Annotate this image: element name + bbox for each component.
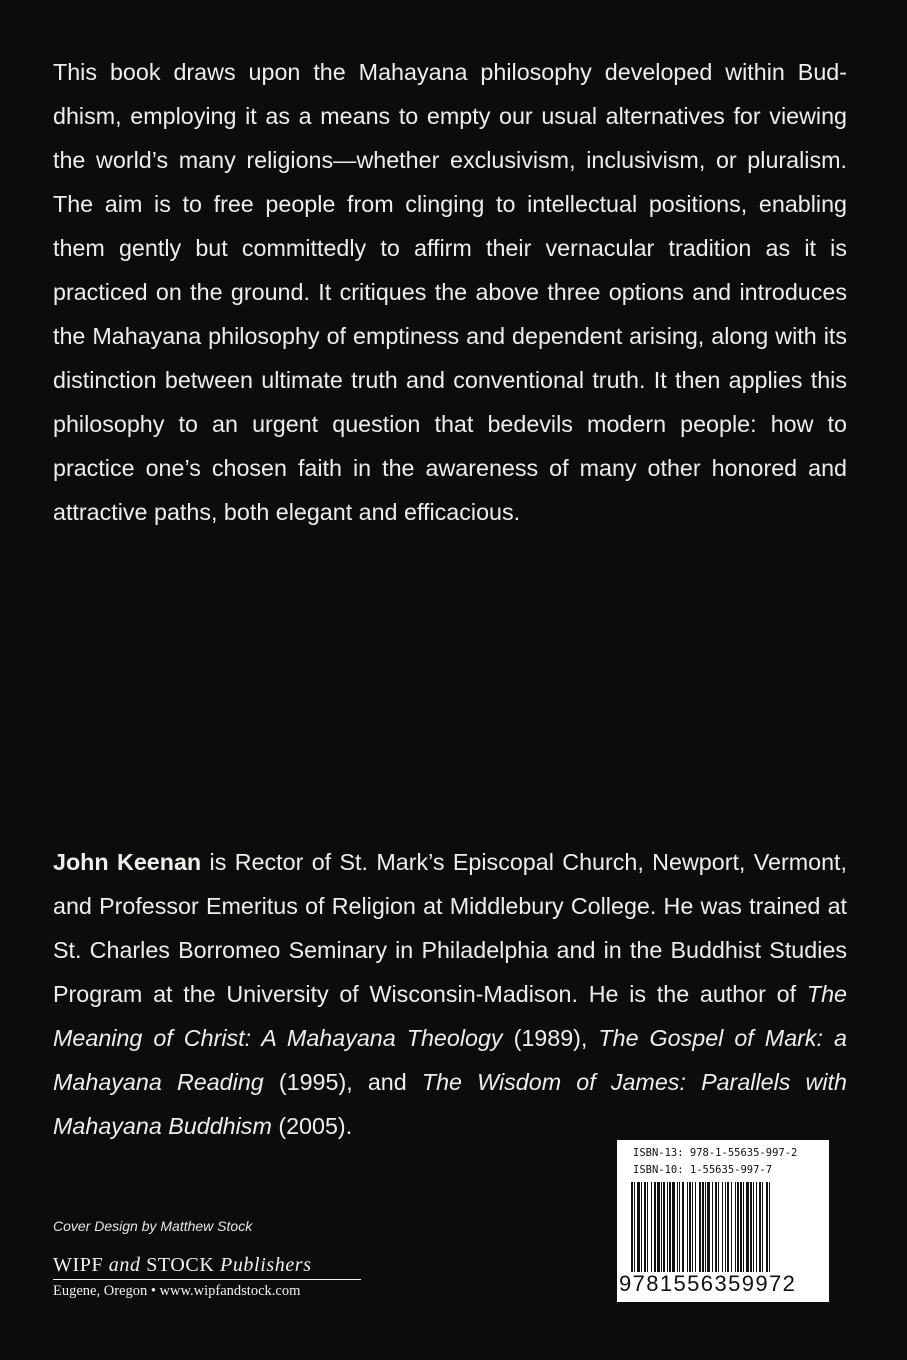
barcode-bar [756,1182,757,1272]
barcode-bar [762,1182,763,1272]
book-title-3: The Wisdom of James: Parallels with Mahayana Buddhism [53,1069,847,1139]
bio-text-4: (2005). [271,1113,353,1139]
publisher-name [53,1252,361,1280]
barcode-bar [651,1182,652,1272]
barcode-bar [641,1182,642,1272]
barcode-bar [746,1182,749,1272]
barcode-bar [647,1182,648,1272]
publisher-block [53,1252,361,1302]
author-bio [53,840,847,1148]
isbn-barcode [617,1140,829,1302]
barcode-bar [663,1182,665,1272]
isbn-10-label: ISBN-10: 1-55635-997-7 [633,1164,773,1176]
barcode-bar [769,1182,770,1272]
publisher-name-and: and [108,1254,141,1276]
bio-text-1: is Rector of St. Mark’s Episcopal Church, Newport, Vermont, and Professor Emeritus of Religion at Middlebury College. He was trained at St. Charles Borromeo Seminary in Philadelphia and in the Buddhist Studies Program at the University of Wisconsin-Madison. He is the author of [53,849,847,1007]
book-blurb: This book draws upon the Mahayana philosophy developed within Buddhism, employing it as a means to empty our usual alternatives for viewing the world’s many religions—whether exclusivism, inclusivism, or pluralism. The aim is to free people from clinging to intellectual positions, enabling them gently but committedly to affirm their vernacular tradition as it is practiced on the ground. It critiques the above three options and introduces the Mahayana philosophy of emptiness and dependent arising, along with its distinction between ultimate truth and conventional truth. It then applies this philosophy to an urgent question that bedevils modern people: how to practice one’s chosen faith in the awareness of many other honored and attractive paths, both elegant and efficacious. [53,59,847,525]
barcode-bar [702,1182,704,1272]
publisher-location: Eugene, Oregon • www.wipfandstock.com [53,1283,301,1299]
barcode-bar [725,1182,726,1272]
barcode-bar [750,1182,752,1272]
author-name: John Keenan [53,849,202,875]
barcode-bar [634,1182,635,1272]
bio-text-3: (1995), and [263,1069,422,1095]
barcode-bar [718,1182,719,1272]
book-title-1: The Meaning of Christ: A Mahayana Theology [53,981,847,1051]
publisher-name-publishers: Publishers [220,1254,312,1276]
barcode-bar [631,1182,633,1272]
barcode-bar [682,1182,684,1272]
isbn-13-label: ISBN-13: 978-1-55635-997-2 [633,1147,798,1159]
barcode-bar [722,1182,723,1272]
barcode-bar [654,1182,656,1272]
barcode-bar [669,1182,671,1272]
barcode-bar [715,1182,717,1272]
bio-text-2: (1989), [502,1025,599,1051]
barcode-bar [740,1182,742,1272]
barcode-bar [699,1182,701,1272]
barcode-bar [735,1182,736,1272]
barcode-bar [712,1182,713,1272]
barcode-bar [689,1182,691,1272]
barcode-bar [657,1182,660,1272]
barcode-bar [644,1182,646,1272]
barcode-bar [637,1182,640,1272]
barcode-bar [679,1182,680,1272]
barcode-bar [766,1182,768,1272]
cover-design-credit: Cover Design by Matthew Stock [53,1218,253,1234]
barcode-bar [743,1182,744,1272]
barcode-bar [695,1182,696,1272]
publisher-name-part1: WIPF [53,1254,109,1276]
barcode-bar [672,1182,675,1272]
barcode-bar [705,1182,706,1272]
barcode-bar [661,1182,662,1272]
barcode-bar [731,1182,732,1272]
barcode-bars [631,1182,815,1272]
barcode-bar [692,1182,693,1272]
barcode-bar [677,1182,678,1272]
barcode-bar [737,1182,739,1272]
barcode-bar [759,1182,761,1272]
barcode-bar [727,1182,729,1272]
barcode-bar [667,1182,668,1272]
publisher-name-part2: STOCK [140,1254,221,1276]
barcode-bar [707,1182,710,1272]
barcode-digits: 9781556359972 [619,1271,797,1296]
barcode-bar [753,1182,754,1272]
barcode-bar [687,1182,688,1272]
book-title-2: The Gospel of Mark: a Mahayana Reading [53,1025,847,1095]
